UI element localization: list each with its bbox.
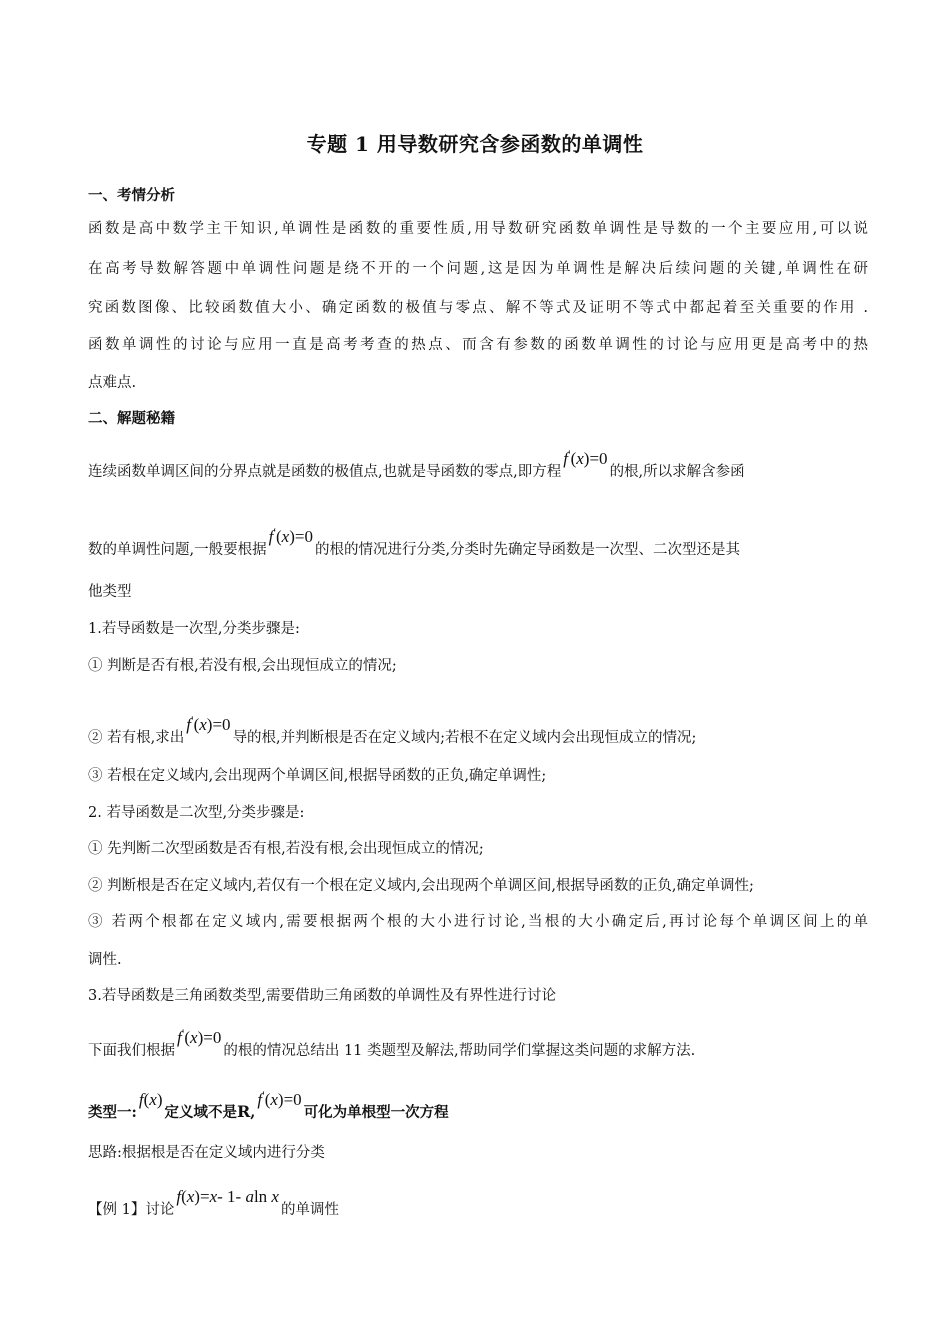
quadratic-step-3a: ③ 若两个根都在定义域内,需要根据两个根的大小进行讨论,当根的大小确定后,再讨论每个单调区间上的单 <box>88 914 868 930</box>
quadratic-heading: 2. 若导函数是二次型,分类步骤是: <box>88 805 305 821</box>
summary-line <box>88 1026 868 1061</box>
text: , <box>250 1104 256 1121</box>
text: ② 若有根,求出 <box>88 730 185 746</box>
intro-line-4: 函数单调性的讨论与应用一直是高考考查的热点、而含有参数的函数单调性的讨论与应用更是高考中的热 <box>88 337 868 353</box>
example-1 <box>88 1187 868 1220</box>
secrets-line-2 <box>88 525 868 560</box>
formula-fprime-eq-zero: f′(x)=0 <box>563 447 608 468</box>
intro-line-3: 究函数图像、比较函数值大小、确定函数的极值与零点、解不等式及证明不等式中都起着至关重要的作用 . <box>88 300 868 316</box>
example-label: 【例 1】讨论 <box>88 1202 175 1218</box>
intro-line-1: 函数是高中数学主干知识,单调性是函数的重要性质,用导数研究函数单调性是导数的一个主要应用,可以说 <box>88 221 868 237</box>
text: 数的单调性问题,一般要根据 <box>88 542 267 558</box>
formula-fprime-eq-zero: f′(x)=0 <box>257 1088 302 1109</box>
formula-example-function: f(x)=x- 1- aln x <box>176 1187 279 1206</box>
type1-heading <box>88 1088 868 1123</box>
text: 定义域不是 <box>164 1104 237 1121</box>
secrets-line-3: 他类型 <box>88 584 132 600</box>
text: 的根,所以求解含参函 <box>609 464 745 480</box>
type1-idea: 思路:根据根是否在定义域内进行分类 <box>88 1145 325 1161</box>
quadratic-step-2: ② 判断根是否在定义域内,若仅有一个根在定义域内,会出现两个单调区间,根据导函数的正负,确定单调性; <box>88 878 754 894</box>
formula-f-of-x: f(x) <box>138 1090 163 1109</box>
secrets-line-1 <box>88 447 868 482</box>
text: 连续函数单调区间的分界点就是函数的极值点,也就是导函数的零点,即方程 <box>88 464 562 480</box>
text: 下面我们根据 <box>88 1043 175 1059</box>
linear-step-1: ① 判断是否有根,若没有根,会出现恒成立的情况; <box>88 658 397 674</box>
formula-fprime-eq-zero: f′(x)=0 <box>268 525 313 546</box>
intro-line-5: 点难点. <box>88 375 137 391</box>
quadratic-step-3b: 调性. <box>88 952 122 968</box>
text: 的根的情况进行分类,分类时先确定导函数是一次型、二次型还是其 <box>314 542 741 558</box>
formula-fprime-eq-zero: f′(x)=0 <box>186 713 231 734</box>
section-heading-secrets: 二、解题秘籍 <box>88 410 175 427</box>
type1-label: 类型一: <box>88 1104 137 1121</box>
formula-fprime-eq-zero: f′(x)=0 <box>177 1026 222 1047</box>
text: 的根的情况总结出 11 类题型及解法,帮助同学们掌握这类问题的求解方法. <box>223 1043 696 1059</box>
quadratic-step-1: ① 先判断二次型函数是否有根,若没有根,会出现恒成立的情况; <box>88 841 484 857</box>
trig-heading: 3.若导函数是三角函数类型,需要借助三角函数的单调性及有界性进行讨论 <box>88 988 556 1004</box>
text: 的单调性 <box>280 1202 339 1218</box>
real-set-symbol: R <box>236 1102 251 1121</box>
section-heading-analysis: 一、考情分析 <box>88 187 175 204</box>
text: 导的根,并判断根是否在定义域内;若根不在定义域内会出现恒成立的情况; <box>232 730 697 746</box>
linear-step-3: ③ 若根在定义域内,会出现两个单调区间,根据导函数的正负,确定单调性; <box>88 768 547 784</box>
text: 可化为单根型一次方程 <box>303 1104 449 1121</box>
linear-heading: 1.若导函数是一次型,分类步骤是: <box>88 621 300 637</box>
linear-step-2 <box>88 713 868 748</box>
intro-line-2: 在高考导数解答题中单调性问题是绕不开的一个问题,这是因为单调性是解决后续问题的关键,单调性在研 <box>88 261 868 277</box>
page-title: 专题 1 用导数研究含参函数的单调性 <box>306 132 644 156</box>
